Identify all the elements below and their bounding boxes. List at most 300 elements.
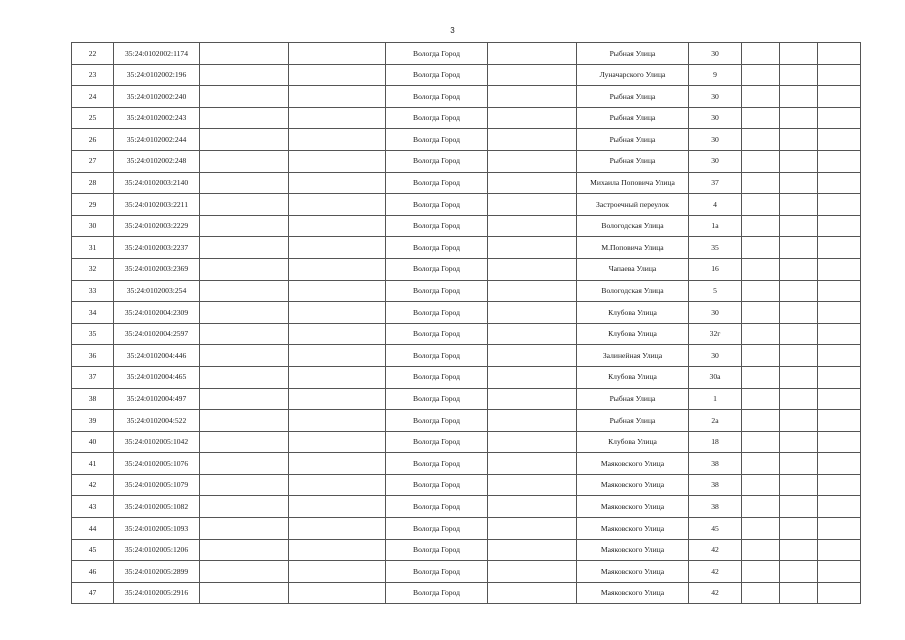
empty-cell [289,172,386,194]
row-number-cell: 42 [72,474,114,496]
table-row [72,129,861,151]
table-row [72,107,861,129]
city-cell: Вологда Город [386,561,488,583]
empty-cell [488,172,577,194]
empty-cell [289,107,386,129]
empty-cell [818,496,861,518]
table-row [72,43,861,65]
street-cell: Маяковского Улица [577,474,689,496]
cadastral-number-cell: 35:24:0102005:1093 [114,518,200,540]
empty-cell [289,474,386,496]
house-number-cell: 30 [689,345,742,367]
empty-cell [780,518,818,540]
registry-body [72,43,861,604]
table-row [72,172,861,194]
empty-cell [742,323,780,345]
house-number-cell: 4 [689,194,742,216]
empty-cell [818,86,861,108]
row-number-cell: 45 [72,539,114,561]
empty-cell [742,129,780,151]
empty-cell [742,388,780,410]
house-number-cell: 30 [689,107,742,129]
cadastral-number-cell: 35:24:0102004:497 [114,388,200,410]
empty-cell [818,518,861,540]
table-row [72,345,861,367]
empty-cell [488,237,577,259]
empty-cell [289,366,386,388]
street-cell: Чапаева Улица [577,258,689,280]
empty-cell [780,539,818,561]
row-number-cell: 31 [72,237,114,259]
house-number-cell: 42 [689,582,742,604]
empty-cell [818,64,861,86]
cadastral-number-cell: 35:24:0102005:2916 [114,582,200,604]
city-cell: Вологда Город [386,410,488,432]
cadastral-number-cell: 35:24:0102003:2369 [114,258,200,280]
empty-cell [488,129,577,151]
table-row [72,410,861,432]
row-number-cell: 39 [72,410,114,432]
table-row [72,474,861,496]
empty-cell [780,453,818,475]
empty-cell [289,150,386,172]
empty-cell [780,194,818,216]
empty-cell [780,323,818,345]
cadastral-number-cell: 35:24:0102003:2140 [114,172,200,194]
city-cell: Вологда Город [386,474,488,496]
registry-table [71,42,861,604]
city-cell: Вологда Город [386,539,488,561]
row-number-cell: 41 [72,453,114,475]
empty-cell [289,280,386,302]
city-cell: Вологда Город [386,302,488,324]
empty-cell [818,194,861,216]
house-number-cell: 38 [689,453,742,475]
street-cell: Клубова Улица [577,323,689,345]
street-cell: Маяковского Улица [577,496,689,518]
empty-cell [200,215,289,237]
empty-cell [200,431,289,453]
empty-cell [818,129,861,151]
house-number-cell: 30 [689,129,742,151]
cadastral-number-cell: 35:24:0102005:2899 [114,561,200,583]
empty-cell [742,64,780,86]
cadastral-number-cell: 35:24:0102004:2309 [114,302,200,324]
empty-cell [742,150,780,172]
empty-cell [200,345,289,367]
house-number-cell: 30 [689,86,742,108]
empty-cell [289,518,386,540]
cadastral-number-cell: 35:24:0102002:196 [114,64,200,86]
empty-cell [488,323,577,345]
city-cell: Вологда Город [386,129,488,151]
table-row [72,561,861,583]
empty-cell [818,280,861,302]
street-cell: Рыбная Улица [577,388,689,410]
empty-cell [488,474,577,496]
empty-cell [818,150,861,172]
house-number-cell: 1 [689,388,742,410]
empty-cell [200,258,289,280]
empty-cell [780,345,818,367]
empty-cell [488,302,577,324]
empty-cell [200,194,289,216]
empty-cell [818,453,861,475]
house-number-cell: 30а [689,366,742,388]
city-cell: Вологда Город [386,431,488,453]
house-number-cell: 30 [689,302,742,324]
empty-cell [742,453,780,475]
street-cell: Клубова Улица [577,302,689,324]
empty-cell [818,107,861,129]
empty-cell [780,496,818,518]
cadastral-number-cell: 35:24:0102003:254 [114,280,200,302]
cadastral-number-cell: 35:24:0102002:1174 [114,43,200,65]
empty-cell [818,366,861,388]
city-cell: Вологда Город [386,280,488,302]
empty-cell [200,518,289,540]
empty-cell [289,496,386,518]
street-cell: Рыбная Улица [577,150,689,172]
empty-cell [200,107,289,129]
cadastral-number-cell: 35:24:0102005:1079 [114,474,200,496]
street-cell: Клубова Улица [577,431,689,453]
empty-cell [818,345,861,367]
house-number-cell: 42 [689,539,742,561]
cadastral-number-cell: 35:24:0102003:2229 [114,215,200,237]
empty-cell [780,107,818,129]
street-cell: М.Поповича Улица [577,237,689,259]
empty-cell [289,410,386,432]
empty-cell [289,129,386,151]
street-cell: Рыбная Улица [577,107,689,129]
city-cell: Вологда Город [386,388,488,410]
row-number-cell: 44 [72,518,114,540]
street-cell: Маяковского Улица [577,582,689,604]
empty-cell [818,43,861,65]
row-number-cell: 29 [72,194,114,216]
city-cell: Вологда Город [386,86,488,108]
empty-cell [488,561,577,583]
house-number-cell: 30 [689,43,742,65]
street-cell: Маяковского Улица [577,539,689,561]
city-cell: Вологда Город [386,194,488,216]
empty-cell [742,86,780,108]
house-number-cell: 38 [689,474,742,496]
empty-cell [289,64,386,86]
cadastral-number-cell: 35:24:0102004:465 [114,366,200,388]
city-cell: Вологда Город [386,43,488,65]
cadastral-number-cell: 35:24:0102005:1206 [114,539,200,561]
cadastral-number-cell: 35:24:0102005:1076 [114,453,200,475]
row-number-cell: 32 [72,258,114,280]
table-row [72,280,861,302]
city-cell: Вологда Город [386,518,488,540]
table-row [72,453,861,475]
city-cell: Вологда Город [386,150,488,172]
empty-cell [488,453,577,475]
empty-cell [488,194,577,216]
empty-cell [289,302,386,324]
city-cell: Вологда Город [386,107,488,129]
row-number-cell: 33 [72,280,114,302]
empty-cell [818,582,861,604]
empty-cell [488,518,577,540]
empty-cell [289,582,386,604]
empty-cell [488,150,577,172]
street-cell: Рыбная Улица [577,86,689,108]
empty-cell [488,107,577,129]
empty-cell [200,366,289,388]
empty-cell [780,258,818,280]
empty-cell [289,561,386,583]
empty-cell [200,561,289,583]
street-cell: Михаила Поповича Улица [577,172,689,194]
empty-cell [780,431,818,453]
empty-cell [818,323,861,345]
house-number-cell: 35 [689,237,742,259]
table-row [72,539,861,561]
empty-cell [818,431,861,453]
house-number-cell: 5 [689,280,742,302]
cadastral-number-cell: 35:24:0102002:244 [114,129,200,151]
empty-cell [818,561,861,583]
empty-cell [289,215,386,237]
empty-cell [818,539,861,561]
table-row [72,258,861,280]
city-cell: Вологда Город [386,258,488,280]
row-number-cell: 27 [72,150,114,172]
empty-cell [488,280,577,302]
empty-cell [200,323,289,345]
empty-cell [742,258,780,280]
cadastral-number-cell: 35:24:0102003:2237 [114,237,200,259]
house-number-cell: 30 [689,150,742,172]
cadastral-number-cell: 35:24:0102004:522 [114,410,200,432]
empty-cell [488,431,577,453]
empty-cell [488,86,577,108]
empty-cell [742,496,780,518]
empty-cell [289,453,386,475]
empty-cell [289,388,386,410]
empty-cell [742,43,780,65]
empty-cell [289,345,386,367]
empty-cell [818,237,861,259]
table-row [72,323,861,345]
street-cell: Рыбная Улица [577,43,689,65]
empty-cell [742,410,780,432]
row-number-cell: 43 [72,496,114,518]
row-number-cell: 28 [72,172,114,194]
empty-cell [818,474,861,496]
empty-cell [742,345,780,367]
empty-cell [780,172,818,194]
street-cell: Маяковского Улица [577,453,689,475]
empty-cell [289,539,386,561]
empty-cell [488,43,577,65]
street-cell: Рыбная Улица [577,410,689,432]
empty-cell [200,388,289,410]
cadastral-number-cell: 35:24:0102003:2211 [114,194,200,216]
table-row [72,64,861,86]
empty-cell [488,582,577,604]
empty-cell [780,366,818,388]
table-row [72,150,861,172]
house-number-cell: 18 [689,431,742,453]
table-row [72,215,861,237]
empty-cell [780,474,818,496]
empty-cell [200,64,289,86]
house-number-cell: 37 [689,172,742,194]
table-row [72,366,861,388]
empty-cell [200,150,289,172]
row-number-cell: 47 [72,582,114,604]
row-number-cell: 36 [72,345,114,367]
street-cell: Залинейная Улица [577,345,689,367]
row-number-cell: 38 [72,388,114,410]
row-number-cell: 23 [72,64,114,86]
row-number-cell: 25 [72,107,114,129]
empty-cell [488,366,577,388]
house-number-cell: 32г [689,323,742,345]
city-cell: Вологда Город [386,582,488,604]
empty-cell [289,86,386,108]
city-cell: Вологда Город [386,323,488,345]
empty-cell [742,366,780,388]
empty-cell [200,43,289,65]
empty-cell [488,345,577,367]
empty-cell [289,323,386,345]
empty-cell [780,410,818,432]
street-cell: Маяковского Улица [577,561,689,583]
empty-cell [200,280,289,302]
cadastral-number-cell: 35:24:0102002:240 [114,86,200,108]
street-cell: Клубова Улица [577,366,689,388]
empty-cell [488,388,577,410]
empty-cell [780,43,818,65]
empty-cell [742,107,780,129]
empty-cell [818,388,861,410]
empty-cell [200,86,289,108]
empty-cell [200,129,289,151]
empty-cell [780,561,818,583]
empty-cell [742,194,780,216]
row-number-cell: 26 [72,129,114,151]
table-row [72,302,861,324]
row-number-cell: 40 [72,431,114,453]
row-number-cell: 37 [72,366,114,388]
cadastral-number-cell: 35:24:0102005:1082 [114,496,200,518]
empty-cell [742,539,780,561]
empty-cell [742,215,780,237]
empty-cell [488,64,577,86]
empty-cell [289,258,386,280]
empty-cell [200,302,289,324]
empty-cell [742,172,780,194]
empty-cell [200,453,289,475]
empty-cell [200,496,289,518]
empty-cell [200,410,289,432]
street-cell: Луначарского Улица [577,64,689,86]
cadastral-number-cell: 35:24:0102005:1042 [114,431,200,453]
empty-cell [818,410,861,432]
street-cell: Маяковского Улица [577,518,689,540]
house-number-cell: 2а [689,410,742,432]
empty-cell [742,302,780,324]
city-cell: Вологда Город [386,366,488,388]
empty-cell [742,431,780,453]
empty-cell [780,237,818,259]
empty-cell [780,582,818,604]
city-cell: Вологда Город [386,453,488,475]
row-number-cell: 24 [72,86,114,108]
empty-cell [742,561,780,583]
empty-cell [780,64,818,86]
house-number-cell: 1а [689,215,742,237]
table-row [72,431,861,453]
empty-cell [818,172,861,194]
empty-cell [488,258,577,280]
city-cell: Вологда Город [386,496,488,518]
street-cell: Застроечный переулок [577,194,689,216]
empty-cell [200,474,289,496]
house-number-cell: 16 [689,258,742,280]
empty-cell [488,496,577,518]
empty-cell [488,539,577,561]
empty-cell [289,43,386,65]
table-row [72,582,861,604]
empty-cell [780,215,818,237]
row-number-cell: 30 [72,215,114,237]
street-cell: Рыбная Улица [577,129,689,151]
empty-cell [488,410,577,432]
empty-cell [818,215,861,237]
cadastral-number-cell: 35:24:0102002:248 [114,150,200,172]
table-row [72,194,861,216]
table-row [72,388,861,410]
house-number-cell: 42 [689,561,742,583]
empty-cell [780,302,818,324]
empty-cell [742,474,780,496]
house-number-cell: 9 [689,64,742,86]
empty-cell [200,539,289,561]
table-row [72,496,861,518]
empty-cell [818,258,861,280]
page-number: 3 [450,26,455,35]
cadastral-number-cell: 35:24:0102002:243 [114,107,200,129]
empty-cell [742,582,780,604]
row-number-cell: 34 [72,302,114,324]
table-row [72,86,861,108]
empty-cell [200,172,289,194]
empty-cell [742,280,780,302]
empty-cell [200,582,289,604]
empty-cell [289,431,386,453]
empty-cell [780,150,818,172]
empty-cell [780,129,818,151]
empty-cell [289,194,386,216]
house-number-cell: 45 [689,518,742,540]
empty-cell [780,280,818,302]
row-number-cell: 35 [72,323,114,345]
row-number-cell: 22 [72,43,114,65]
city-cell: Вологда Город [386,345,488,367]
street-cell: Вологодская Улица [577,215,689,237]
row-number-cell: 46 [72,561,114,583]
empty-cell [818,302,861,324]
empty-cell [289,237,386,259]
city-cell: Вологда Город [386,215,488,237]
